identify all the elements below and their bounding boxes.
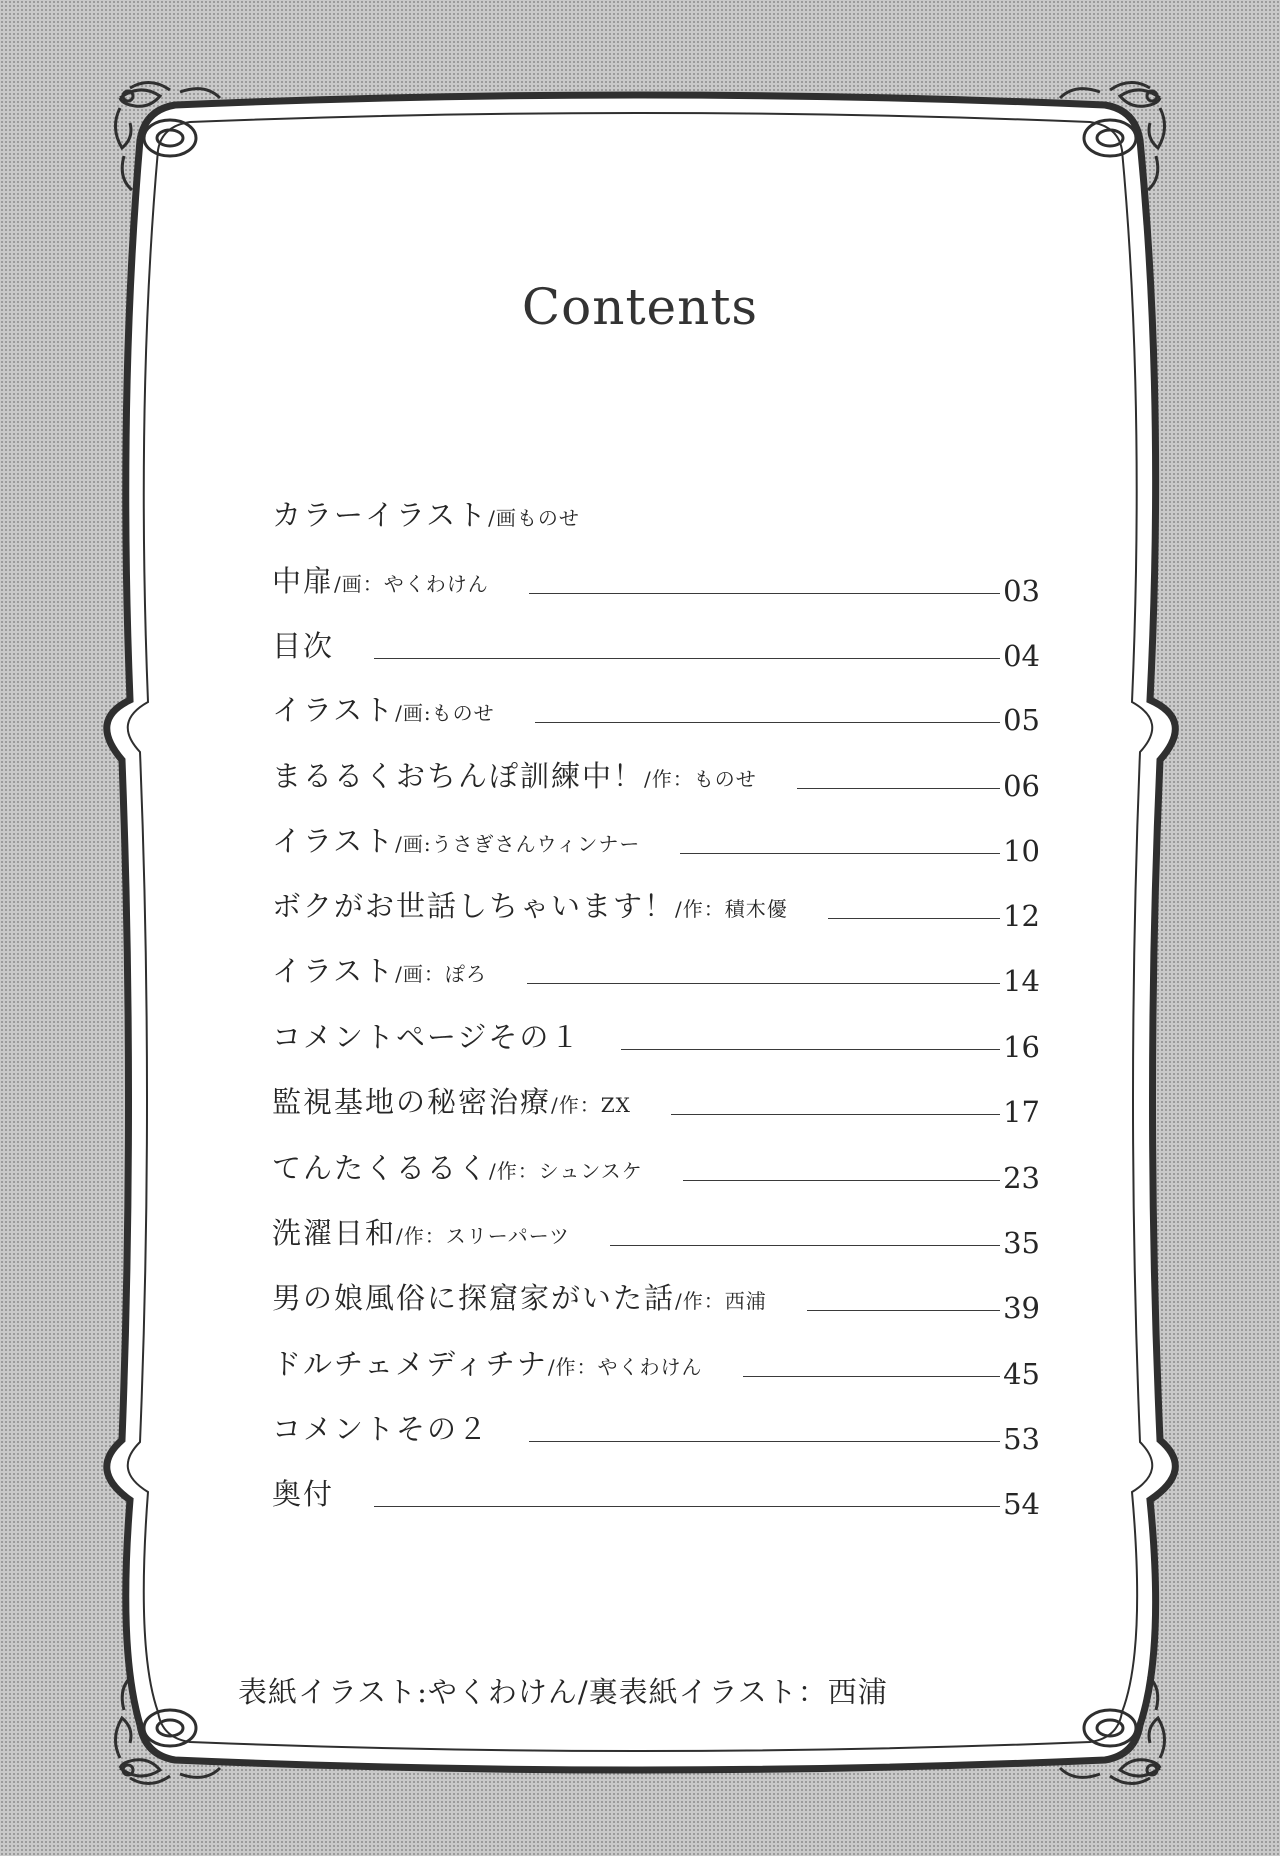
toc-entry-title [272, 493, 580, 534]
toc-page-number: 17 [1003, 1095, 1040, 1129]
toc-entry-name: 中扉 [272, 564, 335, 598]
toc-leader-line [807, 1310, 1000, 1311]
toc-page-number: 05 [1003, 703, 1040, 737]
toc-entry-name: 目次 [272, 629, 335, 663]
toc-entry-name: ドルチェメディチナ [272, 1347, 548, 1381]
toc-leader-line [529, 1441, 1000, 1442]
toc-entry[interactable] [272, 564, 1040, 608]
toc-entry[interactable] [272, 1477, 1040, 1521]
toc-entry-credit: /作：シュンスケ [489, 1159, 643, 1183]
toc-entry[interactable] [272, 759, 1040, 803]
toc-entry-title [272, 1276, 767, 1317]
toc-entry-name: ボクがお世話しちゃいます！ [272, 889, 676, 923]
toc-entry-credit: /作：やくわけん [547, 1355, 703, 1379]
toc-leader-line [680, 853, 1000, 854]
toc-entry-credit: /作：スリーパーツ [396, 1224, 570, 1248]
toc-entry-title [272, 1080, 631, 1121]
toc-entry-name: 監視基地の秘密治療 [272, 1085, 552, 1119]
toc-entry-title [272, 1472, 334, 1513]
toc-entry-credit: /画:うさぎさんウィンナー [395, 832, 641, 856]
toc-page-number: 06 [1003, 769, 1040, 803]
toc-leader-line [374, 658, 1000, 659]
toc-entry-name: てんたくるるく [272, 1151, 490, 1185]
toc-entry[interactable] [272, 1347, 1040, 1391]
toc-entry-name: カラーイラスト [272, 498, 489, 532]
toc-leader-line [743, 1376, 1000, 1377]
toc-entry-name: 奥付 [272, 1477, 335, 1511]
toc-leader-line [797, 788, 1000, 789]
toc-leader-line [621, 1049, 1000, 1050]
toc-leader-line [374, 1506, 1000, 1507]
toc-entry-title [272, 754, 757, 795]
toc-entry-title [272, 559, 489, 600]
toc-page-number: 10 [1003, 834, 1040, 868]
toc-entry-title [272, 688, 495, 729]
toc-entry[interactable] [272, 629, 1040, 673]
toc-leader-line [610, 1245, 1000, 1246]
toc-entry-credit: /画:ものせ [395, 701, 495, 725]
toc-entry-credit: /作：ものせ [644, 767, 757, 791]
toc-entry-credit: /画：やくわけん [334, 572, 489, 596]
page-title: Contents [521, 278, 759, 336]
toc-leader-line [671, 1114, 1000, 1115]
toc-entry-name: イラスト [272, 954, 396, 988]
toc-entry-credit: /作：ZX [551, 1093, 631, 1117]
toc-entry-credit: /画：ぽろ [395, 962, 487, 986]
toc-entry[interactable] [272, 889, 1040, 933]
toc-entry-credit: /画ものせ [488, 506, 580, 530]
toc-entry-name: コメントページその１ [272, 1020, 582, 1054]
toc-entry-name: まるるくおちんぽ訓練中！ [272, 759, 645, 793]
toc-leader-line [529, 593, 1000, 594]
toc-entry-title [272, 819, 640, 860]
toc-page-number: 16 [1003, 1030, 1040, 1064]
toc-page-number: 45 [1003, 1357, 1040, 1391]
toc-page-number: 35 [1003, 1226, 1040, 1260]
toc-entry-name: 男の娘風俗に探窟家がいた話 [272, 1281, 676, 1315]
toc-page-number: 04 [1003, 639, 1040, 673]
toc-entry[interactable] [272, 1216, 1040, 1260]
toc-entry-name: イラスト [272, 693, 396, 727]
toc-leader-line [828, 918, 1000, 919]
toc-entry-title [272, 949, 487, 990]
toc-page-number: 12 [1003, 899, 1040, 933]
toc-entry[interactable] [272, 824, 1040, 868]
toc-leader-line [683, 1180, 1000, 1181]
toc-entry[interactable] [272, 1412, 1040, 1456]
toc-entry[interactable] [272, 693, 1040, 737]
toc-entry-title [272, 1146, 643, 1187]
toc-entry-name: 洗濯日和 [272, 1216, 397, 1250]
toc-entry[interactable] [272, 498, 1040, 538]
toc-page-number: 53 [1003, 1422, 1040, 1456]
toc-page-number: 54 [1003, 1487, 1040, 1521]
toc-entry-title [272, 1342, 703, 1383]
toc-entry-title [272, 1015, 581, 1056]
toc-entry[interactable] [272, 1151, 1040, 1195]
toc-entry-name: コメントその２ [272, 1412, 490, 1446]
toc-entry-title [272, 884, 788, 925]
toc-entry-title [272, 624, 334, 665]
toc-entry-credit: /作：積木優 [675, 897, 788, 921]
toc-entry[interactable] [272, 1020, 1040, 1064]
toc-entry-title [272, 1211, 570, 1252]
toc-page-number: 14 [1003, 964, 1040, 998]
toc-page-number: 39 [1003, 1291, 1040, 1325]
toc-entry[interactable] [272, 1281, 1040, 1325]
toc-page-number: 23 [1003, 1161, 1040, 1195]
toc-leader-line [527, 983, 1000, 984]
toc-entry-name: イラスト [272, 824, 396, 858]
toc-page-number: 03 [1003, 574, 1040, 608]
toc-leader-line [535, 722, 1000, 723]
cover-credits: 表紙イラスト:やくわけん/裏表紙イラスト：西浦 [238, 1675, 888, 1709]
toc-entry-credit: /作：西浦 [675, 1289, 767, 1313]
toc-entry-title [272, 1407, 489, 1448]
toc-entry[interactable] [272, 954, 1040, 998]
toc-entry[interactable] [272, 1085, 1040, 1129]
